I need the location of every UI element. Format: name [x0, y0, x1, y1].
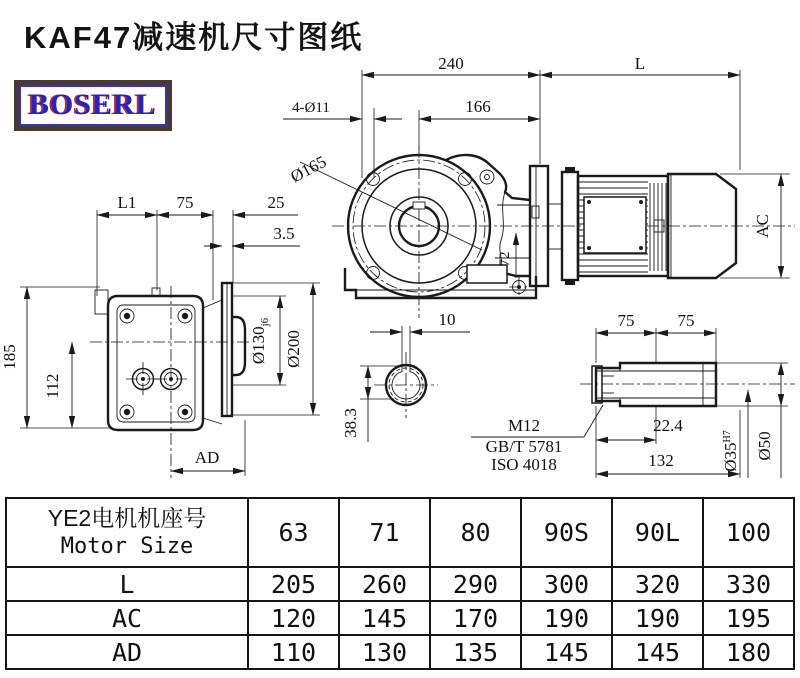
- note-iso: ISO 4018: [491, 455, 557, 474]
- table-row-AC: [6, 601, 794, 635]
- cell-L-90L: 320: [612, 567, 703, 601]
- dim-label-72: 72: [497, 251, 513, 267]
- size-100: 100: [703, 498, 794, 567]
- dim-label-4xd11: 4-Ø11: [292, 100, 330, 116]
- dim-label-3p5: 3.5: [273, 224, 295, 243]
- table-header-motor-size: [6, 498, 248, 567]
- dim-label-AC: AC: [753, 214, 772, 238]
- dim-label-75a: 75: [617, 311, 635, 330]
- dim-label-d50: Ø50: [755, 431, 774, 461]
- cell-AC-71: 145: [339, 601, 430, 635]
- cell-AC-90S: 190: [521, 601, 612, 635]
- dim-label-38p3: 38.3: [341, 408, 360, 438]
- motor-size-table: [5, 497, 795, 670]
- dim-label-75-side: 75: [176, 193, 194, 212]
- cell-AC-80: 170: [430, 601, 521, 635]
- dim-label-132: 132: [648, 451, 674, 470]
- cell-AD-80: 135: [430, 635, 521, 669]
- cell-AD-63: 110: [248, 635, 339, 669]
- size-90L: 90L: [612, 498, 703, 567]
- dim-label-d165: Ø165: [287, 151, 330, 187]
- dim-label-d130j6: $Ø130_{j6}$: [249, 317, 271, 365]
- cell-AD-100: 180: [703, 635, 794, 669]
- dim-label-10: 10: [438, 310, 456, 329]
- table-row-L: [6, 567, 794, 601]
- dim-label-240: 240: [438, 54, 464, 73]
- dim-label-75b: 75: [677, 311, 695, 330]
- cell-L-63: 205: [248, 567, 339, 601]
- cell-AC-100: 195: [703, 601, 794, 635]
- cell-L-90S: 300: [521, 567, 612, 601]
- dim-label-22p4: 22.4: [653, 416, 683, 435]
- cell-AD-71: 130: [339, 635, 430, 669]
- dim-label-25: 25: [267, 193, 285, 212]
- row-label-L: L: [6, 567, 248, 601]
- dim-label-185: 185: [0, 344, 19, 370]
- cell-AD-90S: 145: [521, 635, 612, 669]
- row-label-AC: AC: [6, 601, 248, 635]
- dim-label-AD: AD: [194, 448, 220, 467]
- note-m12: M12: [507, 416, 541, 435]
- cell-AD-90L: 145: [612, 635, 703, 669]
- cell-AC-90L: 190: [612, 601, 703, 635]
- side-view: [95, 283, 245, 430]
- size-80: 80: [430, 498, 521, 567]
- dim-label-d200: Ø200: [284, 330, 303, 368]
- dimensions: [0, 54, 790, 478]
- dim-label-d35h7: $Ø35^{H7}$: [721, 430, 740, 472]
- cell-L-80: 290: [430, 567, 521, 601]
- header-en: Motor Size: [60, 534, 194, 560]
- dim-label-L: L: [634, 54, 646, 73]
- hollow-shaft-section: [592, 363, 716, 406]
- dim-label-L1: L1: [117, 193, 137, 212]
- front-view: [300, 155, 536, 298]
- boserl-logo-text: BOSERL: [29, 88, 157, 121]
- row-label-AD: AD: [6, 635, 248, 669]
- note-gbt: GB/T 5781: [485, 437, 563, 456]
- size-90S: 90S: [521, 498, 612, 567]
- cell-L-100: 330: [703, 567, 794, 601]
- size-71: 71: [339, 498, 430, 567]
- page-title: KAF47减速机尺寸图纸: [24, 20, 364, 55]
- dim-label-112: 112: [43, 373, 62, 399]
- header-cn: YE2电机机座号: [47, 505, 207, 532]
- table-row-AD: [6, 635, 794, 669]
- cell-AC-63: 120: [248, 601, 339, 635]
- dim-label-166: 166: [465, 97, 491, 116]
- table-header-row: [6, 498, 794, 567]
- cell-L-71: 260: [339, 567, 430, 601]
- size-63: 63: [248, 498, 339, 567]
